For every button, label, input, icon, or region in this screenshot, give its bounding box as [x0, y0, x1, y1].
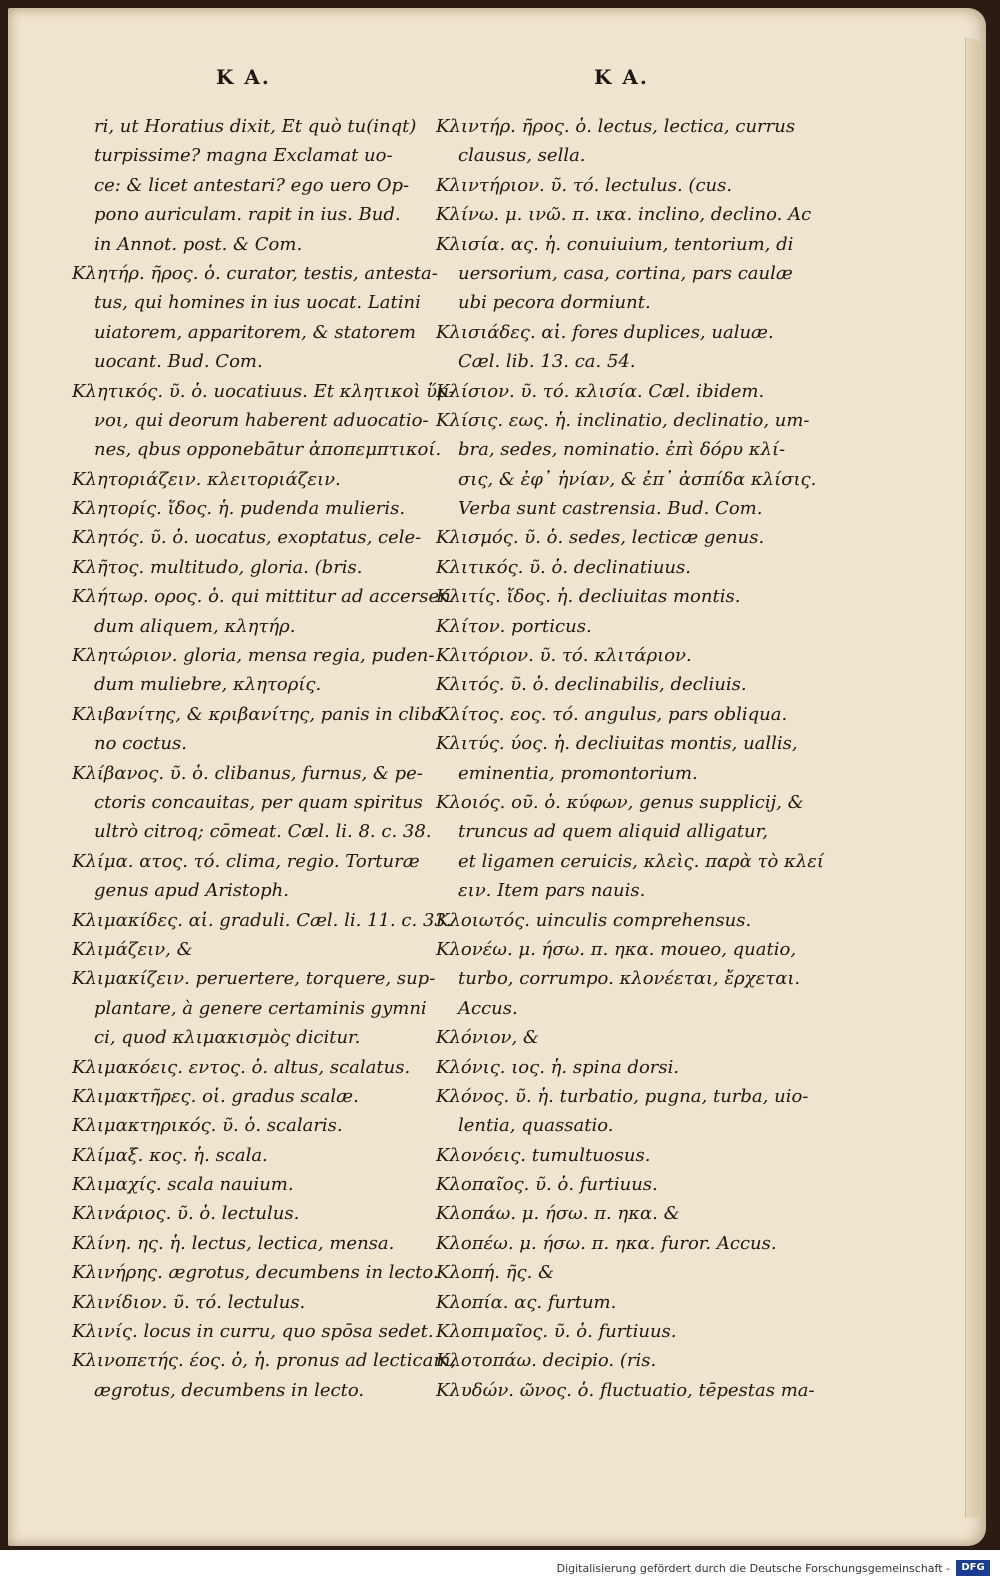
- text-line: Κλίσις. εως. ἡ. inclinatio, declinatio, um-: [436, 409, 810, 431]
- text-line: Κλιμακίζειν. peruertere, torquere, sup-: [72, 968, 436, 990]
- text-line: Verba sunt castrensia. Bud. Com.: [458, 498, 763, 520]
- text-line: ctoris concauitas, per quam spiritus: [94, 791, 423, 813]
- footer-bar: [0, 1550, 1000, 1592]
- text-line: Κλοπέω. μ. ήσω. π. ηκα. furor. Accus.: [436, 1232, 777, 1254]
- text-line: Accus.: [458, 997, 518, 1019]
- text-line: Κλητικός. ῦ. ὁ. uocatiuus. Et κλητικοὶ ὕμ-: [72, 380, 455, 402]
- text-line: uiatorem, apparitorem, & statorem: [94, 321, 416, 343]
- text-line: Κλινοπετής. έος. ὁ, ἡ. pronus ad lecticam,: [72, 1350, 457, 1372]
- funding-credit: Digitalisierung gefördert durch die Deutsche Forschungsgemeinschaft -: [556, 1562, 950, 1575]
- text-line: Κλιτόριον. ῦ. τό. κλιτάριον.: [436, 645, 692, 667]
- text-line: pono auriculam. rapit in ius. Bud.: [94, 204, 401, 226]
- text-line: no coctus.: [94, 733, 187, 755]
- text-line: Κλόνιον, &: [436, 1027, 539, 1049]
- text-line: dum aliquem, κλητήρ.: [94, 615, 296, 637]
- text-line: Κλίσιον. ῦ. τό. κλισία. Cæl. ibidem.: [436, 380, 765, 402]
- text-line: Κλιμάζειν, &: [72, 938, 193, 960]
- text-line: genus apud Aristoph.: [94, 880, 289, 902]
- text-line: eminentia, promontorium.: [458, 762, 698, 784]
- text-line: Κλοπή. ῆς. &: [436, 1262, 555, 1284]
- running-head-left: K A.: [216, 65, 271, 89]
- text-line: Κλοπιμαῖος. ῦ. ὁ. furtiuus.: [436, 1321, 677, 1343]
- text-line: Κλοτοπάω. decipio. (ris.: [436, 1350, 657, 1372]
- text-line: Κλοιωτός. uinculis comprehensus.: [436, 909, 752, 931]
- text-line: ειν. Item pars nauis.: [458, 880, 646, 902]
- text-line: Κλιμαχίς. scala nauium.: [72, 1174, 294, 1196]
- text-line: Κλιντήρ. ῆρος. ὁ. lectus, lectica, currus: [436, 116, 796, 137]
- text-line: Κλυδών. ῶνος. ὁ. fluctuatio, tēpestas ma-: [436, 1379, 815, 1401]
- text-line: Κλίνω. μ. ινῶ. π. ικα. inclino, declino. Ac: [436, 204, 812, 226]
- text-line: ci, quod κλιμακισμὸς dicitur.: [94, 1027, 361, 1049]
- text-line: ægrotus, decumbens in lecto.: [94, 1379, 365, 1401]
- text-line: lentia, quassatio.: [458, 1115, 614, 1137]
- right-column: [436, 112, 824, 1405]
- text-line: Κλοπία. ας. furtum.: [436, 1291, 617, 1313]
- text-line: ultrò citroq; cōmeat. Cæl. li. 8. c. 38.: [94, 821, 432, 843]
- text-line: Κλόνις. ιος. ἡ. spina dorsi.: [436, 1056, 680, 1078]
- text-line: Κλητώριον. gloria, mensa regia, puden-: [72, 645, 435, 667]
- text-line: Κλῆτος. multitudo, gloria. (bris.: [72, 556, 363, 578]
- text-line: Κλιμακίδες. αἱ. graduli. Cæl. li. 11. c. 33.: [72, 909, 452, 931]
- running-head-right: K A.: [594, 65, 649, 89]
- text-line: Κλητορίς. ἴδος. ἡ. pudenda mulieris.: [72, 498, 406, 520]
- text-line: Κλιμακόεις. εντος. ὁ. altus, scalatus.: [72, 1056, 411, 1078]
- text-line: plantare, à genere certaminis gymni: [94, 997, 427, 1019]
- dfg-logo: DFG: [956, 1560, 990, 1576]
- text-line: et ligamen ceruicis, κλεὶς. παρὰ τὸ κλεί: [458, 850, 824, 872]
- text-line: Κλισμός. ῦ. ὁ. sedes, lecticæ genus.: [436, 527, 765, 549]
- text-line: tus, qui homines in ius uocat. Latini: [94, 292, 421, 314]
- text-line: Κλόνος. ῦ. ἡ. turbatio, pugna, turba, uio-: [436, 1085, 809, 1107]
- text-line: uocant. Bud. Com.: [94, 351, 263, 373]
- text-line: turbo, corrumpo. κλονέεται, ἔρχεται.: [458, 968, 801, 990]
- left-column: [72, 112, 457, 1405]
- text-line: Cæl. lib. 13. ca. 54.: [458, 351, 636, 373]
- text-line: Κλίνη. ης. ἡ. lectus, lectica, mensa.: [72, 1232, 395, 1254]
- text-line: Κλοιός. οῦ. ὁ. κύφων, genus supplicij, &: [436, 791, 804, 813]
- text-line: Κλίμα. ατος. τό. clima, regio. Torturæ: [72, 850, 420, 872]
- text-line: bra, sedes, nominatio. ἐπὶ δόρυ κλί-: [458, 439, 786, 461]
- text-line: Κλίμαξ. κος. ἡ. scala.: [72, 1144, 268, 1166]
- text-line: ce: & licet antestari? ego uero Op-: [94, 174, 410, 196]
- text-line: uersorium, casa, cortina, pars caulæ: [458, 262, 793, 284]
- text-line: ubi pecora dormiunt.: [458, 292, 651, 314]
- text-line: Κλονέω. μ. ήσω. π. ηκα. moueo, quatio,: [436, 938, 797, 960]
- text-line: Κλινίς. locus in curru, quo spōsa sedet.: [72, 1321, 434, 1343]
- text-line: Κλιμακτῆρες. οἱ. gradus scalæ.: [72, 1085, 359, 1107]
- text-line: Κλήτωρ. ορος. ὁ. qui mittitur ad accersen: [72, 586, 451, 608]
- text-line: Κλιτύς. ύος. ἡ. decliuitas montis, uallis,: [436, 733, 798, 755]
- text-line: Κλιβανίτης, & κριβανίτης, panis in cliba: [72, 703, 443, 725]
- text-line: truncus ad quem aliquid alligatur,: [458, 821, 768, 843]
- text-line: dum muliebre, κλητορίς.: [94, 674, 322, 696]
- text-line: Κλιντήριον. ῦ. τό. lectulus. (cus.: [436, 174, 733, 196]
- text-line: Κλητήρ. ῆρος. ὁ. curator, testis, antesta-: [72, 262, 438, 284]
- text-line: Κλοπαῖος. ῦ. ὁ. furtiuus.: [436, 1174, 658, 1196]
- text-line: nes, qbus opponebātur ἀποπεμπτικοί.: [94, 439, 442, 461]
- text-line: Κλινήρης. ægrotus, decumbens in lecto.: [72, 1262, 439, 1284]
- text-line: Κλισία. ας. ἡ. conuiuium, tentorium, di: [436, 233, 794, 255]
- text-line: σις, & ἐφ᾽ ἡνίαν, & ἐπ᾽ ἀσπίδα κλίσις.: [458, 468, 817, 490]
- text-line: Κλισιάδες. αἱ. fores duplices, ualuæ.: [436, 321, 774, 343]
- text-line: Κλοπάω. μ. ήσω. π. ηκα. &: [436, 1203, 680, 1225]
- text-line: Κλίτος. εος. τό. angulus, pars obliqua.: [436, 703, 788, 725]
- page-edge: [965, 38, 980, 1518]
- text-line: Κλίβανος. ῦ. ὁ. clibanus, furnus, & pe-: [72, 762, 423, 784]
- text-line: Κλητοριάζειν. κλειτοριάζειν.: [72, 468, 341, 490]
- text-line: Κλιτίς. ἴδος. ἡ. decliuitas montis.: [436, 586, 741, 608]
- text-line: Κλιτός. ῦ. ὁ. declinabilis, decliuis.: [436, 674, 747, 696]
- text-line: turpissime? magna Exclamat uo-: [94, 145, 393, 167]
- text-line: Κλονόεις. tumultuosus.: [436, 1144, 651, 1166]
- text-line: in Annot. post. & Com.: [94, 233, 303, 255]
- text-line: Κλιμακτηρικός. ῦ. ὁ. scalaris.: [72, 1115, 343, 1137]
- text-line: Κλινίδιον. ῦ. τό. lectulus.: [72, 1291, 306, 1313]
- text-line: Κλιτικός. ῦ. ὁ. declinatiuus.: [436, 556, 691, 578]
- text-line: Κλητός. ῦ. ὁ. uocatus, exoptatus, cele-: [72, 527, 422, 549]
- text-line: Κλίτον. porticus.: [436, 615, 592, 637]
- text-line: Κλινάριος. ῦ. ὁ. lectulus.: [72, 1203, 300, 1225]
- text-line: clausus, sella.: [458, 145, 586, 167]
- text-line: νοι, qui deorum haberent aduocatio-: [94, 409, 429, 431]
- text-line: ri, ut Horatius dixit, Et quò tu(inqt): [94, 116, 417, 137]
